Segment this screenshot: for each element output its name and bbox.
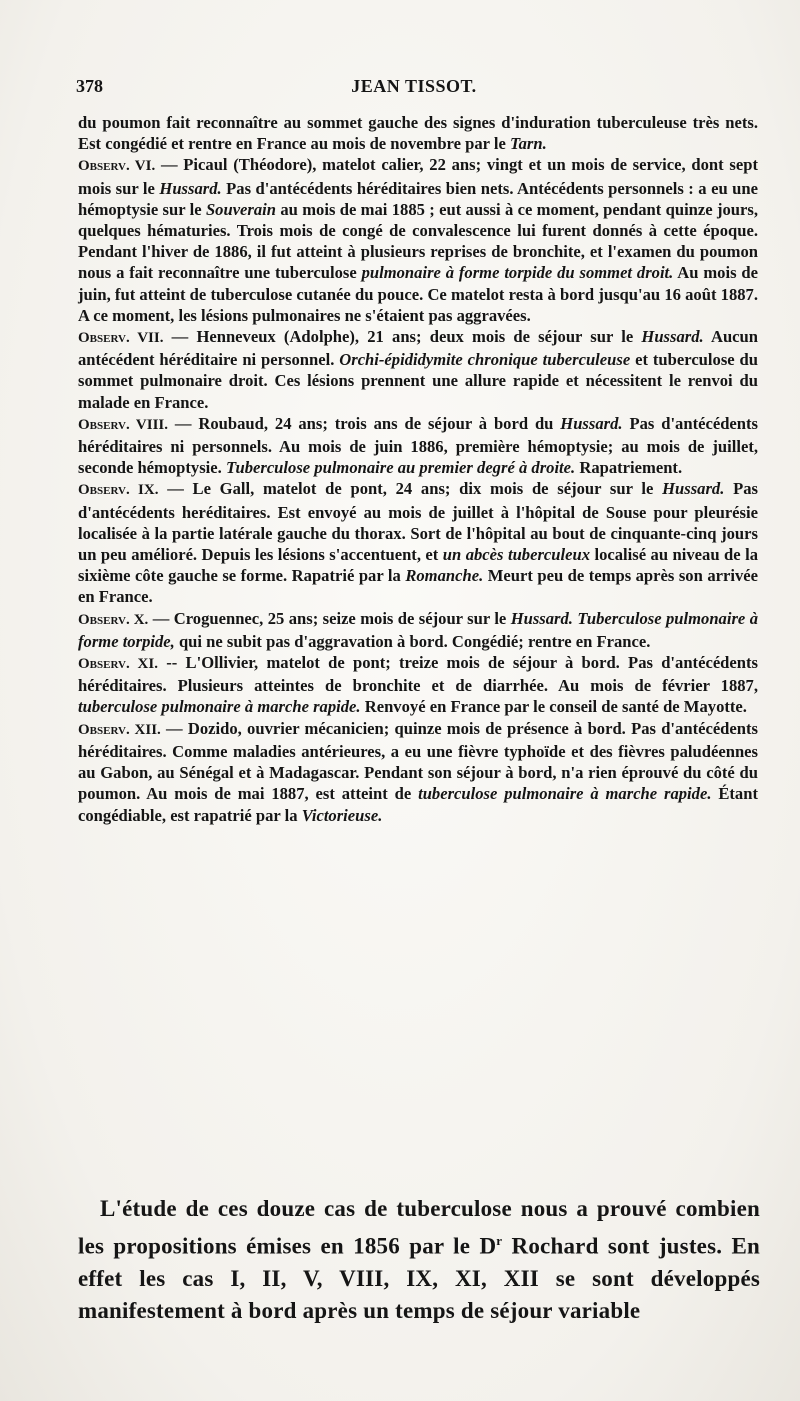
observation-text: Aucun antécédent héréditaire ni personnel. [78,327,758,370]
observation-label: Observ. VIII. [78,416,169,433]
opening-ship-name: Tarn. [510,134,547,154]
italic-text: pulmonaire à forme torpide du sommet droit. [361,263,674,283]
observation-text: Pas d'antécédents héréditaires ni personnels. Au mois de juin 1886, première hémoptysie; au mois de juillet, seconde hémoptysie. [78,413,759,478]
italic-text: Tuberculose pulmonaire au premier degré à droite. [225,458,576,478]
conclusion-paragraph [78,1193,760,1327]
opening-paragraph [78,112,758,154]
observation-text: — Croguennec, 25 ans; seize mois de séjour sur le [148,608,511,628]
observation-paragraph [78,478,758,607]
observation-text: et tuberculose du sommet pulmonaire droit. Ces lésions prennent une allure rapide et nécessitent le renvoi du malade en France. [78,350,758,412]
italic-text: Orchi-épididymite chronique tuberculeuse [339,350,631,370]
italic-text: Hussard. [662,479,725,499]
observation-text: — Henneveux (Adolphe), 21 ans; deux mois de séjour sur le [163,327,642,347]
observation-text: — Picaul (Théodore), matelot calier, 22 ans; vingt et un mois de service, dont sept mois sur le [78,155,758,198]
conclusion-text-end: Rochard sont justes. En effet les cas I, II, V, VIII, IX, XI, XII se sont développés manifestement à bord après un temps de séjour variable [78,1233,760,1323]
observation-label: Observ. VI. [78,158,156,175]
observation-text: — Dozido, ouvrier mécanicien; quinze mois de présence à bord. Pas d'antécédents héréditaires. Comme maladies antérieures, a eu une fièvre typhoïde et des fièvres paludéennes au Gabon, au Sénégal et à Madagascar. Pendant son séjour à bord, n'a rien éprouvé du côté du poumon. Au mois de mai 1887, est atteint de [78,718,758,804]
italic-text: un abcès tuberculeux [442,545,591,565]
italic-text: Victorieuse. [301,805,383,825]
page-header [76,76,752,106]
italic-text: tuberculose pulmonaire à marche rapide. [78,697,361,717]
observation-text: qui ne subit pas d'aggravation à bord. Congédié; rentre en France. [174,631,651,651]
italic-text: Souverain [205,199,277,219]
observation-label: Observ. VII. [78,330,164,347]
opening-text: du poumon fait reconnaître au sommet gauche des signes d'induration tuberculeuse très nets. Est congédié et rentre en France au mois de novembre par le [78,113,758,154]
italic-text: Tuberculose pulmonaire à forme torpide, [78,608,758,651]
page-number: 378 [76,76,103,96]
italic-text: tuberculose pulmonaire à marche rapide. [418,784,712,804]
observation-text: Meurt peu de temps après son arrivée en France. [78,566,758,607]
observation-text: Au mois de juin, fut atteint de tuberculose cutanée du pouce. Ce matelot resta à bord jusqu'au 16 août 1887. A ce moment, les lésions pulmonaires ne s'étaient pas aggravées. [78,263,758,325]
observation-paragraph [78,608,758,652]
observation-text: localisé au niveau de la sixième côte gauche se forme. Rapatrié par la [78,545,758,586]
italic-text: Hussard. [560,413,623,433]
observation-label: Observ. XII. [78,721,161,738]
observation-text: — Le Gall, matelot de pont, 24 ans; dix mois de séjour sur le [158,479,663,499]
italic-text: Hussard. [510,608,573,628]
observation-text: Renvoyé en France par le conseil de santé de Mayotte. [360,697,747,717]
observation-text: Étant congédiable, est rapatrié par la [78,784,758,825]
observation-paragraph [78,154,758,326]
observation-label: Observ. X. [78,611,149,628]
observations-body [78,112,758,826]
observation-text: Pas d'antécédents heréditaires. Est envoyé au mois de juillet à l'hôpital de Souse pour pleurésie localisée à la partie latérale gauche du thorax. Sort de l'hôpital au bout de cinquante-cinq jours un peu amélioré. Depuis les lésions s'accentuent, et [78,479,758,565]
observation-text: -- L'Ollivier, matelot de pont; treize mois de séjour à bord. Pas d'antécédents héréditaires. Plusieurs atteintes de bronchite et de diarrhée. Au mois de février 1887, [78,653,758,696]
observation-paragraph [78,326,758,413]
observation-label: Observ. XI. [78,656,158,673]
observation-text: Pas d'antécédents héréditaires bien nets. Antécédents personnels : a eu une hémoptysie sur le [78,178,758,219]
conclusion-text-start: L'étude de ces douze cas de tuberculose nous a prouvé combien les propositions émises en 1856 par le D [78,1196,760,1259]
observation-text: Rapatriement. [575,458,683,478]
observation-paragraph [78,413,758,479]
observation-text: — Roubaud, 24 ans; trois ans de séjour à bord du [168,413,561,433]
italic-text: Romanche. [405,566,484,586]
italic-text: Hussard. [159,178,222,198]
observation-paragraph [78,652,758,718]
italic-text: Hussard. [641,327,704,347]
observation-paragraph [78,718,758,826]
running-title: JEAN TISSOT. [351,76,477,96]
observation-label: Observ. IX. [78,482,159,499]
observation-text: au mois de mai 1885 ; eut aussi à ce moment, pendant quinze jours, quelques hématuries. Trois mois de congé de convalescence lui furent donnés à cette époque. Pendant l'hiver de 1886, il fut atteint à plusieurs reprises de bronchite, et l'examen du poumon nous a fait reconnaître une tuberculose [78,199,759,283]
conclusion-superscript: r [496,1233,503,1248]
